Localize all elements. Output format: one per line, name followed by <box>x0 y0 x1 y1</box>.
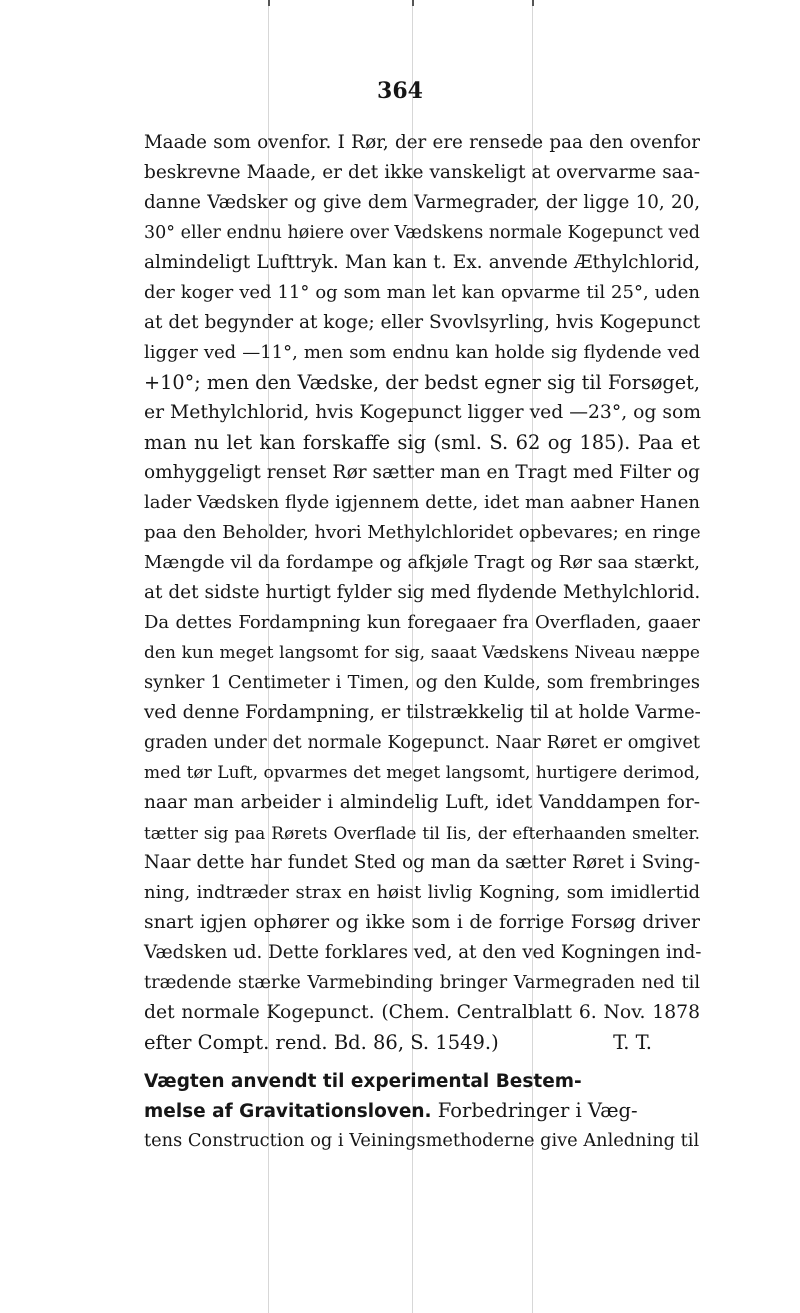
text-line: Vædsken ud. Dette forklares ved, at den ved Kogningen ind- <box>144 942 702 963</box>
text-line: der koger ved 11° og som man let kan opvarme til 25°, uden <box>144 282 700 303</box>
text-fragment: Forbedringer i Væg- <box>431 1099 638 1122</box>
text-line: almindeligt Lufttryk. Man kan t. Ex. anvende Æthylchlorid, <box>144 252 700 273</box>
text-line: det normale Kogepunct. (Chem. Centralblatt 6. Nov. 1878 <box>144 1002 700 1023</box>
scan-tick <box>412 0 414 6</box>
section-heading-line <box>144 1096 700 1126</box>
text-line: snart igjen ophører og ikke som i de forrige Forsøg driver <box>144 912 700 933</box>
scan-tick <box>268 0 270 6</box>
text-line: Mængde vil da fordampe og afkjøle Tragt og Rør saa stærkt, <box>144 552 700 573</box>
text-line: beskrevne Maade, er det ikke vanskeligt at overvarme saa- <box>144 162 700 183</box>
text-line: ning, indtræder strax en høist livlig Kogning, som imidlertid <box>144 882 700 903</box>
text-line: synker 1 Centimeter i Timen, og den Kulde, som frembringes <box>144 673 700 693</box>
page-number: 364 <box>377 78 423 104</box>
text-line: ligger ved —11°, men som endnu kan holde sig flydende ved <box>144 342 700 363</box>
text-line: den kun meget langsomt for sig, saaat Vædskens Niveau næppe <box>144 643 700 663</box>
text-line: Naar dette har fundet Sted og man da sætter Røret i Sving- <box>144 852 700 873</box>
text-line: lader Vædsken flyde igjennem dette, idet man aabner Hanen <box>144 492 700 513</box>
text-line: +10°; men den Vædske, der bedst egner sig til Forsøget, <box>144 371 700 394</box>
scan-tick <box>532 0 534 6</box>
text-line-with-signature <box>144 1028 700 1058</box>
text-line: Da dettes Fordampning kun foregaaer fra Overfladen, gaaer <box>144 612 700 633</box>
text-line: trædende stærke Varmebinding bringer Varmegraden ned til <box>144 973 700 993</box>
text-line: omhyggeligt renset Rør sætter man en Tragt med Filter og <box>144 462 700 483</box>
text-line: med tør Luft, opvarmes det meget langsomt, hurtigere derimod, <box>144 763 700 783</box>
section-heading: Vægten anvendt til experimental Bestem- <box>144 1071 582 1092</box>
text-line: Maade som ovenfor. I Rør, der ere rensede paa den ovenfor <box>144 132 700 153</box>
text-line: 30° eller endnu høiere over Vædskens normale Kogepunct ved <box>144 223 700 243</box>
text-line: at det sidste hurtigt fylder sig med flydende Methylchlorid. <box>144 582 701 603</box>
text-line: ved denne Fordampning, er tilstrækkelig til at holde Varme- <box>144 702 701 723</box>
text-line: graden under det normale Kogepunct. Naar Røret er omgivet <box>144 733 700 753</box>
text-line: tætter sig paa Rørets Overflade til Iis, der efterhaanden smelter. <box>144 823 700 843</box>
section-heading-cont: melse af Gravitationsloven. <box>144 1101 432 1122</box>
author-initials: T. T. <box>613 1031 652 1054</box>
section-heading-line <box>144 1066 700 1096</box>
text-line: naar man arbeider i almindelig Luft, idet Vanddampen for- <box>144 792 700 813</box>
text-line: er Methylchlorid, hvis Kogepunct ligger ved —23°, og som <box>144 402 702 423</box>
text-line: man nu let kan forskaffe sig (sml. S. 62 og 185). Paa et <box>144 431 700 454</box>
citation-text: efter Compt. rend. Bd. 86, S. 1549.) <box>144 1031 499 1054</box>
text-line: paa den Beholder, hvori Methylchloridet opbevares; en ringe <box>144 522 701 543</box>
text-line: tens Construction og i Veiningsmethoderne give Anledning til <box>144 1131 700 1151</box>
text-line: danne Vædsker og give dem Varmegrader, der ligge 10, 20, <box>144 192 700 213</box>
text-line: at det begynder at koge; eller Svovlsyrling, hvis Kogepunct <box>144 312 701 333</box>
